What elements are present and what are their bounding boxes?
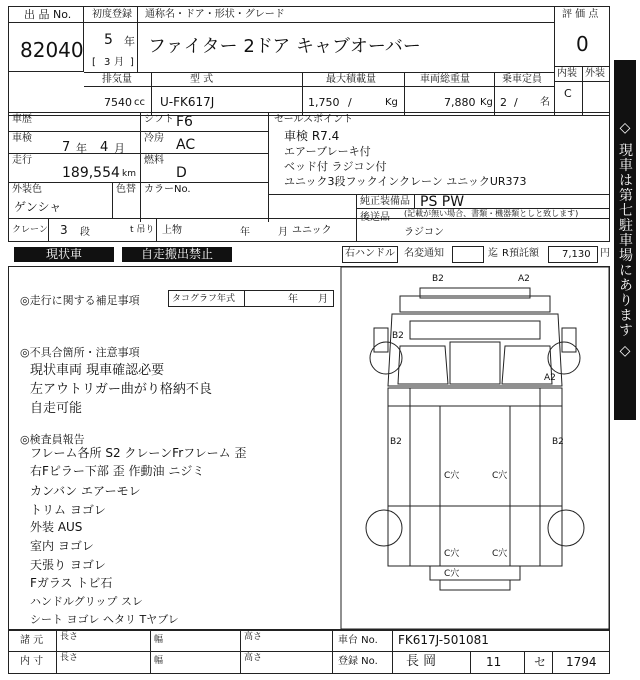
tacho-label: タコグラフ年式 (172, 294, 236, 304)
color-no-label: カラーNo. (144, 184, 191, 195)
mileage-label: 走行 (12, 155, 32, 166)
inspector-6: 室内 ヨゴレ (30, 539, 94, 553)
self-drive-badge: 自走搬出禁止 (122, 247, 232, 262)
upper-year-unit: 年 (240, 227, 250, 238)
ac-label: 冷房 (144, 133, 164, 144)
upper-maker: ユニック (292, 225, 332, 236)
inspector-4: トリム ヨゴレ (30, 503, 106, 517)
reg-month-bracket: [ (92, 57, 96, 68)
shaken-month: 4 (100, 140, 109, 155)
aftermarket-value: ラジコン (404, 227, 444, 238)
truck-diagram (340, 266, 610, 630)
defect-2: 左アウトリガー曲がり格納不良 (30, 382, 212, 397)
defect-1: 現状車両 現車確認必要 (30, 363, 165, 378)
history-label: 車歴 (12, 114, 32, 125)
reg-kana: セ (534, 655, 547, 669)
aftermarket-label: 後送品 (360, 212, 390, 223)
mark-b2-right: B2 (552, 437, 564, 447)
reg-month-bracket-end: ] (130, 57, 134, 68)
interior-grade: C (564, 87, 572, 100)
crane-stage: 3 (60, 223, 68, 237)
load-value: 1,750 (308, 96, 340, 109)
upper-label: 上物 (162, 225, 182, 236)
color-value: ゲンシャ (14, 200, 62, 214)
grade-value: 0 (576, 32, 589, 56)
tacho-year-unit: 年 (288, 294, 298, 305)
current-status-badge: 現状車 (14, 247, 114, 262)
mark-a2-front: A2 (518, 274, 530, 284)
tacho-month-unit: 月 (318, 294, 328, 305)
meter-change-box (452, 246, 484, 263)
shift-value: F6 (176, 114, 193, 130)
disp-value: 7540 (104, 96, 132, 109)
inspector-7: 天張り ヨゴレ (30, 558, 106, 572)
mark-c-hole-4: C穴 (492, 549, 508, 559)
shaken-month-unit: 月 (114, 142, 125, 155)
inspector-3: カンバン エアーモレ (30, 484, 141, 498)
shaken-year-unit: 年 (76, 142, 87, 155)
fuel-value: D (176, 165, 187, 181)
genuine-label: 純正装備品 (360, 196, 410, 207)
reg-plate-number: 1794 (566, 655, 597, 669)
genuine-value: PS PW (420, 194, 465, 210)
mark-c-hole-2: C穴 (492, 471, 508, 481)
load-unit: Kg (385, 97, 398, 108)
shift-label: シフト (144, 114, 174, 125)
width-label-2: 幅 (154, 656, 164, 666)
mileage-value: 189,554 (62, 165, 120, 181)
load-label: 最大積載量 (326, 74, 376, 85)
load-slash: / (348, 96, 352, 109)
car-name-label: 通称名・ドア・形状・グレード (145, 9, 285, 20)
shaken-label: 車検 (12, 133, 32, 144)
reg-area: 長 岡 (406, 654, 437, 669)
weight-unit: Kg (480, 97, 493, 108)
fuel-label: 燃料 (144, 155, 164, 166)
inner-label: 内 寸 (20, 656, 44, 667)
disp-label: 排気量 (102, 74, 132, 85)
sales-point-label: セールスポイント (274, 114, 354, 125)
height-label-1: 高さ (244, 632, 263, 642)
grade-label: 評 価 点 (562, 9, 599, 20)
mark-b2-left: B2 (390, 437, 402, 447)
parking-notice: ◇ 現車は第七駐車場にあります ◇ (614, 60, 636, 420)
height-label-2: 高さ (244, 653, 263, 663)
mark-c-hole-3: C穴 (444, 549, 460, 559)
capacity-slash: / (514, 96, 518, 109)
inspector-2: 右Fピラー下部 歪 作動油 ニジミ (30, 464, 205, 478)
inspector-8: Fガラス トビ石 (30, 576, 113, 590)
width-label-1: 幅 (154, 635, 164, 645)
upper-month-unit: 月 (278, 227, 288, 238)
sales-point-4: ユニック3段フックインクレーン ユニックUR373 (284, 175, 527, 188)
mark-b2-front: B2 (432, 274, 444, 284)
mark-b2-cab: B2 (392, 331, 404, 341)
model-label: 型 式 (190, 74, 214, 85)
inspector-5: 外装 AUS (30, 520, 83, 534)
chassis-number: FK617J-501081 (398, 633, 489, 647)
exterior-label: 外装 (585, 68, 605, 79)
model-value: U-FK617J (160, 95, 215, 109)
spec-label: 諸 元 (20, 635, 44, 646)
capacity-label: 乗車定員 (502, 74, 542, 85)
reg-year: 5 (104, 32, 113, 48)
reg-number-label: 登録 No. (338, 656, 378, 667)
crane-label: クレーン (12, 225, 48, 235)
inspector-10: シート ヨゴレ ヘタリ Tヤブレ (30, 613, 179, 626)
meter-change-label: 名変通知 (404, 248, 444, 259)
lot-label: 出 品 No. (24, 8, 72, 21)
color-label: 外装色 (12, 184, 42, 195)
crane-stage-unit: 段 (80, 227, 90, 238)
car-name: ファイター 2ドア キャブオーバー (148, 36, 421, 57)
sales-point-1: 車検 R7.4 (284, 129, 340, 143)
aftermarket-note: (記載が無い場合、書類・機器類としと致します) (404, 209, 579, 218)
mileage-unit: km (122, 169, 136, 179)
disp-unit: cc (134, 97, 145, 108)
chassis-label: 車台 No. (338, 635, 378, 646)
recycle-label: R預託額 (502, 248, 539, 259)
capacity-value: 2 (500, 96, 507, 109)
crane-ton-unit: t 吊り (130, 225, 155, 235)
defects-title: ◎不具合箇所・注意事項 (20, 346, 140, 359)
sales-point-2: エアーブレーキ付 (284, 145, 371, 158)
mark-a2-side: A2 (544, 373, 556, 383)
lot-number: 82040 (20, 38, 84, 62)
mark-c-hole-5: C穴 (444, 569, 460, 579)
inspector-1: フレーム各所 S2 クレーンFrフレーム 歪 (30, 446, 247, 460)
meter-until-label: 迄 (488, 248, 498, 259)
weight-label: 車両総重量 (420, 74, 470, 85)
footer-frame (8, 630, 610, 674)
sales-point-3: ベッド付 ラジコン付 (284, 160, 387, 173)
shaken-year: 7 (62, 140, 71, 155)
recycle-value: 7,130 (562, 249, 591, 260)
recycle-unit: 円 (600, 248, 610, 259)
mark-c-hole-1: C穴 (444, 471, 460, 481)
capacity-unit: 名 (540, 97, 550, 108)
inspector-9: ハンドルグリップ スレ (30, 595, 143, 608)
driving-notes-title: ◎走行に関する補足事項 (20, 294, 140, 307)
inspector-title: ◎検査員報告 (20, 433, 85, 446)
reg-year-unit: 年 (124, 35, 135, 48)
length-label-1: 長さ (60, 632, 79, 642)
first-reg-label: 初度登録 (92, 9, 132, 20)
length-label-2: 長さ (60, 653, 79, 663)
weight-value: 7,880 (444, 96, 476, 109)
reg-class: 11 (486, 655, 502, 669)
color-change-label: 色替 (116, 184, 136, 195)
steering-label: 右ハンドル (345, 248, 395, 259)
reg-month: 3 (104, 57, 111, 68)
ac-value: AC (176, 137, 196, 153)
defect-3: 自走可能 (30, 401, 83, 416)
interior-label: 内装 (557, 68, 577, 79)
reg-month-unit: 月 (114, 57, 124, 68)
